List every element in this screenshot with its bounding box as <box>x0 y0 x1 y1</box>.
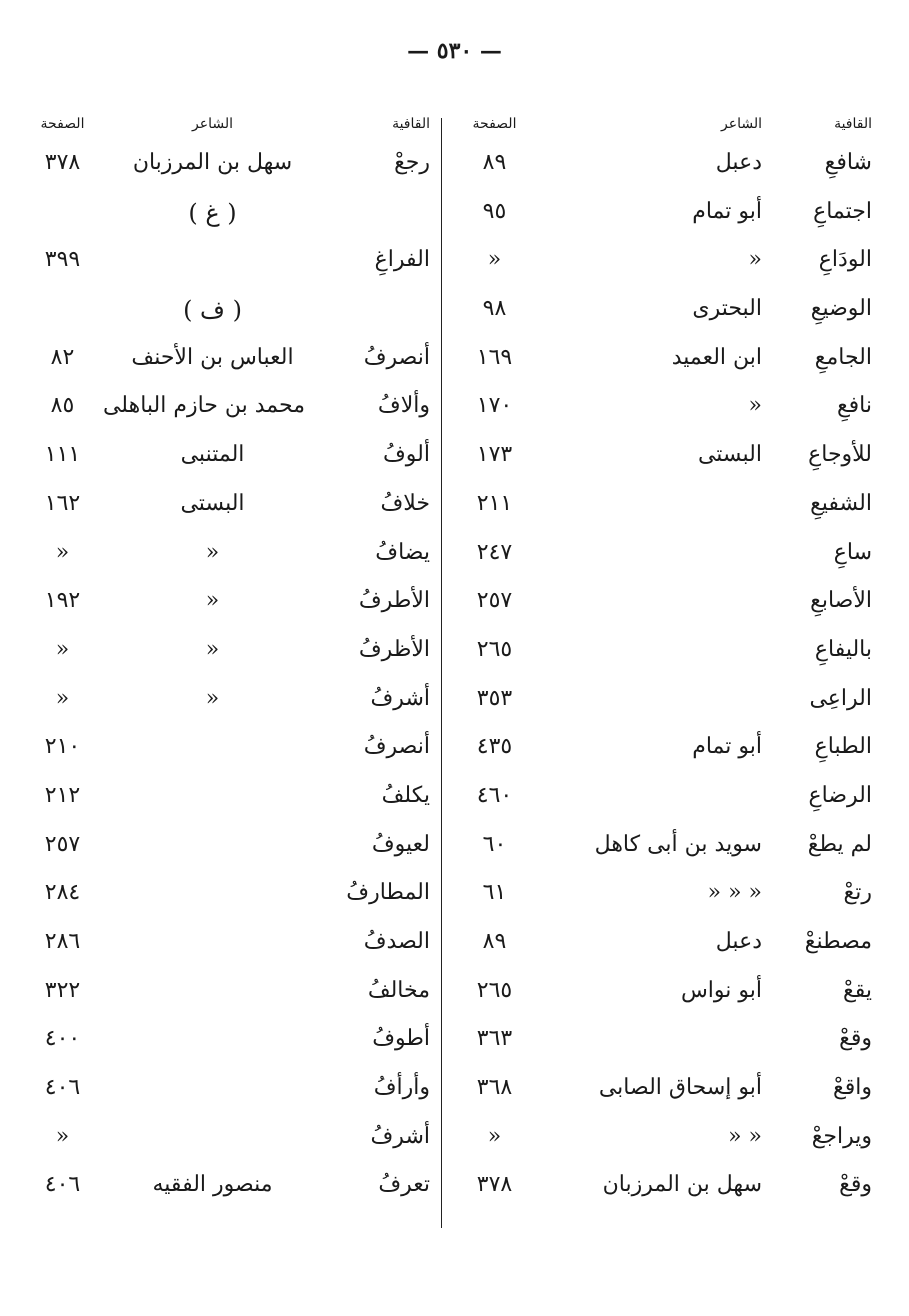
poet-cell: دعبل <box>715 929 762 954</box>
table-row <box>10 383 440 432</box>
table-row <box>452 1065 882 1114</box>
table-row <box>10 237 440 286</box>
table-row <box>452 919 882 968</box>
table-row <box>452 870 882 919</box>
page-cell: ٣٦٨ <box>476 1075 513 1101</box>
rhyme-cell: ويراجعْ <box>811 1123 872 1149</box>
page-cell: ٢١٢ <box>44 782 81 808</box>
left-column <box>10 110 440 1230</box>
header-rhyme: القافية <box>834 116 872 132</box>
page-cell: ١٧٣ <box>476 442 513 468</box>
poet-cell: البستى <box>180 490 245 516</box>
page-cell: ١٦٢ <box>44 490 81 516</box>
rhyme-cell: نافعِ <box>836 393 872 419</box>
poet-cell: سهل بن المرزبان <box>602 1172 762 1198</box>
page-cell: ٤٦٠ <box>476 782 513 808</box>
table-row <box>452 140 882 189</box>
right-column-header <box>452 110 882 140</box>
table-row <box>452 335 882 384</box>
poet-cell: البحترى <box>692 296 762 322</box>
rhyme-cell: مخالفُ <box>367 977 430 1003</box>
rhyme-cell: مصطنعْ <box>804 929 872 954</box>
table-row <box>10 627 440 676</box>
page-cell: ٢١٠ <box>44 734 81 760</box>
table-row <box>10 968 440 1017</box>
rhyme-cell: الودَاعِ <box>818 247 872 273</box>
page-cell: « <box>55 539 70 565</box>
page-cell: ٢٤٧ <box>476 539 513 565</box>
table-row <box>452 968 882 1017</box>
rhyme-cell: تعرفُ <box>378 1172 430 1198</box>
rhyme-cell: واقعْ <box>833 1075 872 1101</box>
table-row <box>10 530 440 579</box>
page-cell: ٨٥ <box>50 393 75 419</box>
poet-cell: سهل بن المرزبان <box>132 150 293 175</box>
poet-cell: منصور الفقيه <box>152 1172 273 1198</box>
rhyme-cell: لم يطعْ <box>807 831 872 857</box>
rhyme-cell: الوضيعِ <box>810 296 872 322</box>
page-cell: ٩٥ <box>482 198 507 224</box>
poet-cell: سويد بن أبى كاهل <box>594 831 762 857</box>
page-cell: ٣٦٣ <box>476 1026 513 1052</box>
rhyme-cell: للأوجاعِ <box>808 442 872 468</box>
rhyme-cell: اجتماعِ <box>813 198 872 224</box>
rhyme-cell: خلافُ <box>380 490 430 516</box>
table-row <box>452 1162 882 1211</box>
rhyme-cell: الرضاعِ <box>808 782 872 808</box>
rhyme-cell: باليفاعِ <box>814 636 872 662</box>
page-cell: ٣٢٢ <box>44 977 81 1003</box>
rhyme-cell: أنصرفُ <box>363 344 430 370</box>
header-poet: الشاعر <box>192 116 233 132</box>
poet-cell: أبو نواس <box>680 977 762 1003</box>
rhyme-cell: الراعِى <box>809 685 872 711</box>
table-row <box>452 773 882 822</box>
table-row <box>10 822 440 871</box>
poet-cell: أبو تمام <box>692 198 762 224</box>
section-letter: ( ف ) <box>183 296 242 325</box>
rhyme-cell: وألافُ <box>377 393 430 419</box>
rhyme-cell: أشرفُ <box>370 685 430 711</box>
poet-cell: « <box>748 247 762 273</box>
rhyme-cell: الأصابعِ <box>810 588 872 614</box>
table-row <box>10 1065 440 1114</box>
page-cell: ١١١ <box>44 442 81 468</box>
table-row <box>10 676 440 725</box>
table-row <box>452 530 882 579</box>
table-row <box>10 286 440 335</box>
rhyme-cell: المطارفُ <box>346 880 430 906</box>
table-row <box>10 1016 440 1065</box>
poet-cell: « <box>205 636 220 662</box>
section-letter: ( غ ) <box>188 198 237 227</box>
poet-cell: دعبل <box>715 150 762 175</box>
page-cell: ٨٩ <box>482 929 507 954</box>
table-row <box>10 335 440 384</box>
rhyme-cell: أنصرفُ <box>363 734 430 760</box>
table-row <box>452 1114 882 1163</box>
poet-cell: البستى <box>697 442 762 468</box>
column-divider <box>441 118 442 1228</box>
rhyme-cell: الصدفُ <box>363 929 430 954</box>
page-cell: ١٦٩ <box>476 344 513 370</box>
poet-cell: « <box>205 685 220 711</box>
page-cell: ٣٩٩ <box>44 247 81 273</box>
table-row <box>10 481 440 530</box>
table-row <box>10 1114 440 1163</box>
table-row <box>452 189 882 238</box>
table-row <box>452 237 882 286</box>
page-cell: ٦١ <box>482 880 507 906</box>
page-cell: ٨٩ <box>482 150 507 175</box>
rhyme-cell: الفراغِ <box>374 247 430 273</box>
rhyme-cell: الطباعِ <box>814 734 872 760</box>
table-row <box>10 773 440 822</box>
rhyme-cell: وأرأفُ <box>373 1075 430 1101</box>
table-row <box>10 140 440 189</box>
header-poet: الشاعر <box>721 116 762 132</box>
rhyme-cell: أطوفُ <box>372 1026 430 1052</box>
header-rhyme: القافية <box>392 116 430 132</box>
page-cell: ٣٧٨ <box>476 1172 513 1198</box>
page-cell: ٢١١ <box>476 490 513 516</box>
table-row <box>452 383 882 432</box>
table-row <box>452 481 882 530</box>
rhyme-cell: ساعِ <box>833 539 872 565</box>
rhyme-cell: الجامعِ <box>814 344 872 370</box>
page-cell: ٢٦٥ <box>476 636 513 662</box>
table-row <box>452 1016 882 1065</box>
poet-cell: أبو تمام <box>692 734 762 760</box>
page-number: — ٥٣٠ — <box>407 38 502 64</box>
page-cell: « <box>55 685 70 711</box>
table-row <box>452 676 882 725</box>
table-row <box>10 432 440 481</box>
rhyme-cell: شافعِ <box>824 150 872 175</box>
table-row <box>10 724 440 773</box>
table-row <box>452 822 882 871</box>
page-cell: ٩٨ <box>482 296 507 322</box>
rhyme-cell: يضافُ <box>375 539 430 565</box>
page-cell: ٢٨٦ <box>44 929 81 954</box>
poet-cell: « « « <box>707 880 762 906</box>
poet-cell: « « <box>728 1123 762 1149</box>
page-cell: ٢٨٤ <box>44 880 81 906</box>
page-cell: « <box>487 247 502 273</box>
page-cell: ٤٣٥ <box>476 734 513 760</box>
page-cell: « <box>55 636 70 662</box>
poet-cell: « <box>205 588 220 614</box>
header-page: الصفحة <box>40 116 85 132</box>
page-cell: « <box>487 1123 502 1149</box>
page-cell: ٦٠ <box>482 831 507 857</box>
table-row <box>10 578 440 627</box>
table-row <box>452 578 882 627</box>
poet-cell: العباس بن الأحنف <box>131 344 294 370</box>
rhyme-cell: وقعْ <box>839 1172 872 1198</box>
page-cell: ١٩٢ <box>44 588 81 614</box>
page-cell: ٤٠٠ <box>44 1026 81 1052</box>
rhyme-cell: الشفيعِ <box>810 490 872 516</box>
poet-cell: محمد بن حازم الباهلى <box>102 393 305 419</box>
poet-cell: ابن العميد <box>671 344 762 370</box>
page-cell: ٨٢ <box>50 344 75 370</box>
page-cell: ٣٥٣ <box>476 685 513 711</box>
left-column-header <box>10 110 440 140</box>
rhyme-cell: أشرفُ <box>370 1123 430 1149</box>
table-row <box>10 919 440 968</box>
page-cell: ٢٦٥ <box>476 977 513 1003</box>
rhyme-cell: رجعْ <box>394 150 430 175</box>
page-cell: ٣٧٨ <box>44 150 81 175</box>
poet-cell: المتنبى <box>180 442 245 468</box>
poet-cell: « <box>748 393 762 419</box>
rhyme-cell: يقعْ <box>843 977 872 1003</box>
page-cell: ٤٠٦ <box>44 1172 81 1198</box>
page-cell: ١٧٠ <box>476 393 513 419</box>
header-page: الصفحة <box>472 116 517 132</box>
rhyme-cell: لعيوفُ <box>371 831 430 857</box>
page-cell: ٤٠٦ <box>44 1075 81 1101</box>
rhyme-cell: يكلفُ <box>381 782 430 808</box>
table-row <box>10 189 440 238</box>
poet-cell: « <box>205 539 220 565</box>
rhyme-cell: رتعْ <box>843 880 872 906</box>
page-cell: ٢٥٧ <box>44 831 81 857</box>
rhyme-cell: ألوفُ <box>383 442 430 468</box>
right-column <box>452 110 882 1230</box>
table-row <box>10 1162 440 1211</box>
table-row <box>10 870 440 919</box>
page-cell: « <box>55 1123 70 1149</box>
table-row <box>452 432 882 481</box>
rhyme-cell: الأظرفُ <box>358 636 430 662</box>
table-row <box>452 724 882 773</box>
rhyme-cell: وقعْ <box>839 1026 872 1052</box>
table-row <box>452 627 882 676</box>
rhyme-cell: الأطرفُ <box>358 588 430 614</box>
poet-cell: أبو إسحاق الصابى <box>598 1075 762 1101</box>
table-row <box>452 286 882 335</box>
page-cell: ٢٥٧ <box>476 588 513 614</box>
